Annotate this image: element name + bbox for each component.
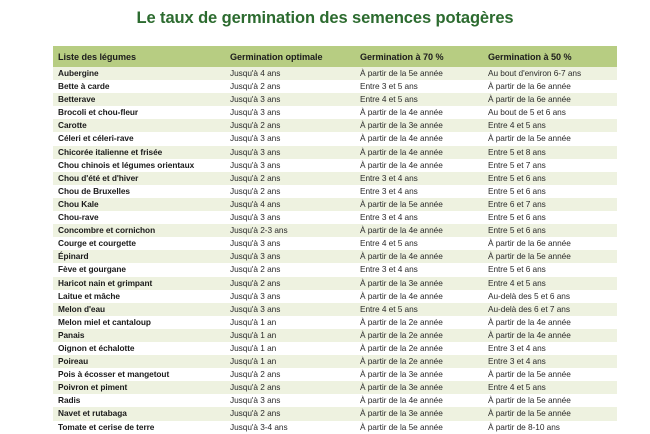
table-row (53, 93, 617, 106)
cell-germination-70: Entre 4 et 5 ans (355, 93, 483, 106)
cell-optimal-germination: Jusqu'à 1 an (225, 329, 355, 342)
cell-germination-50: À partir de la 4e année (483, 329, 617, 342)
cell-optimal-germination: Jusqu'à 1 an (225, 342, 355, 355)
cell-optimal-germination: Jusqu'à 3 ans (225, 106, 355, 119)
cell-germination-70: À partir de la 4e année (355, 224, 483, 237)
cell-vegetable-name: Radis (53, 394, 225, 407)
cell-germination-70: À partir de la 4e année (355, 132, 483, 145)
table-row (53, 80, 617, 93)
cell-optimal-germination: Jusqu'à 3 ans (225, 146, 355, 159)
cell-germination-70: Entre 3 et 4 ans (355, 172, 483, 185)
cell-vegetable-name: Poivron et piment (53, 381, 225, 394)
cell-vegetable-name: Chicorée italienne et frisée (53, 146, 225, 159)
cell-vegetable-name: Melon d'eau (53, 303, 225, 316)
table-row (53, 132, 617, 145)
cell-germination-70: À partir de la 5e année (355, 67, 483, 80)
table-row (53, 106, 617, 119)
table-row (53, 250, 617, 263)
cell-vegetable-name: Courge et courgette (53, 237, 225, 250)
table-row (53, 185, 617, 198)
cell-optimal-germination: Jusqu'à 2 ans (225, 368, 355, 381)
cell-germination-70: Entre 4 et 5 ans (355, 303, 483, 316)
cell-vegetable-name: Oignon et échalotte (53, 342, 225, 355)
cell-germination-70: À partir de la 3e année (355, 407, 483, 420)
cell-germination-50: Entre 4 et 5 ans (483, 277, 617, 290)
column-header-germination-50: Germination à 50 % (483, 46, 617, 67)
cell-germination-50: À partir de la 4e année (483, 316, 617, 329)
cell-optimal-germination: Jusqu'à 2 ans (225, 407, 355, 420)
cell-vegetable-name: Céleri et céleri-rave (53, 132, 225, 145)
cell-germination-50: À partir de la 6e année (483, 93, 617, 106)
cell-germination-70: À partir de la 5e année (355, 198, 483, 211)
table-row (53, 421, 617, 434)
cell-germination-50: Entre 3 et 4 ans (483, 342, 617, 355)
table-row (53, 159, 617, 172)
cell-germination-70: À partir de la 2e année (355, 355, 483, 368)
table-row (53, 211, 617, 224)
cell-vegetable-name: Chou de Bruxelles (53, 185, 225, 198)
cell-germination-50: Entre 5 et 7 ans (483, 159, 617, 172)
cell-germination-70: Entre 3 et 5 ans (355, 80, 483, 93)
cell-germination-50: À partir de la 5e année (483, 407, 617, 420)
cell-vegetable-name: Carotte (53, 119, 225, 132)
cell-optimal-germination: Jusqu'à 4 ans (225, 198, 355, 211)
cell-optimal-germination: Jusqu'à 2 ans (225, 119, 355, 132)
page-title: Le taux de germination des semences potagères (136, 9, 514, 27)
cell-germination-50: À partir de 8-10 ans (483, 421, 617, 434)
cell-germination-70: À partir de la 4e année (355, 250, 483, 263)
cell-germination-50: À partir de la 5e année (483, 394, 617, 407)
cell-germination-70: À partir de la 4e année (355, 290, 483, 303)
cell-germination-70: Entre 3 et 4 ans (355, 263, 483, 276)
cell-optimal-germination: Jusqu'à 4 ans (225, 67, 355, 80)
cell-vegetable-name: Haricot nain et grimpant (53, 277, 225, 290)
table-row (53, 237, 617, 250)
cell-germination-70: Entre 3 et 4 ans (355, 211, 483, 224)
table-row (53, 277, 617, 290)
cell-optimal-germination: Jusqu'à 1 an (225, 355, 355, 368)
table-row (53, 119, 617, 132)
column-header-optimal-germination: Germination optimale (225, 46, 355, 67)
cell-germination-50: À partir de la 6e année (483, 237, 617, 250)
cell-optimal-germination: Jusqu'à 3 ans (225, 159, 355, 172)
cell-optimal-germination: Jusqu'à 2 ans (225, 381, 355, 394)
cell-germination-70: À partir de la 4e année (355, 159, 483, 172)
cell-vegetable-name: Melon miel et cantaloup (53, 316, 225, 329)
cell-germination-70: À partir de la 4e année (355, 394, 483, 407)
cell-germination-70: À partir de la 2e année (355, 342, 483, 355)
table-row (53, 172, 617, 185)
cell-optimal-germination: Jusqu'à 2 ans (225, 185, 355, 198)
cell-germination-50: Entre 5 et 8 ans (483, 146, 617, 159)
cell-optimal-germination: Jusqu'à 3 ans (225, 132, 355, 145)
cell-vegetable-name: Panais (53, 329, 225, 342)
cell-optimal-germination: Jusqu'à 3 ans (225, 394, 355, 407)
table-row (53, 316, 617, 329)
cell-germination-50: Au bout de 5 et 6 ans (483, 106, 617, 119)
cell-germination-50: Entre 3 et 4 ans (483, 355, 617, 368)
cell-germination-70: À partir de la 3e année (355, 119, 483, 132)
cell-germination-70: À partir de la 2e année (355, 316, 483, 329)
cell-germination-70: Entre 3 et 4 ans (355, 185, 483, 198)
cell-germination-70: Entre 4 et 5 ans (355, 237, 483, 250)
table-row (53, 381, 617, 394)
cell-vegetable-name: Laitue et mâche (53, 290, 225, 303)
cell-germination-50: Au bout d'environ 6-7 ans (483, 67, 617, 80)
cell-optimal-germination: Jusqu'à 3 ans (225, 237, 355, 250)
table-row (53, 303, 617, 316)
cell-germination-70: À partir de la 3e année (355, 368, 483, 381)
table-row (53, 224, 617, 237)
cell-optimal-germination: Jusqu'à 2 ans (225, 172, 355, 185)
table-row (53, 329, 617, 342)
column-header-vegetable-list: Liste des légumes (53, 46, 225, 67)
cell-optimal-germination: Jusqu'à 3 ans (225, 211, 355, 224)
germination-table (53, 46, 617, 434)
cell-germination-50: Entre 5 et 6 ans (483, 172, 617, 185)
cell-optimal-germination: Jusqu'à 3 ans (225, 290, 355, 303)
table-header-row (53, 46, 617, 67)
column-header-germination-70: Germination à 70 % (355, 46, 483, 67)
cell-germination-50: Au-delà des 6 et 7 ans (483, 303, 617, 316)
cell-germination-50: Entre 5 et 6 ans (483, 185, 617, 198)
cell-vegetable-name: Chou chinois et légumes orientaux (53, 159, 225, 172)
cell-vegetable-name: Concombre et cornichon (53, 224, 225, 237)
cell-vegetable-name: Bette à carde (53, 80, 225, 93)
cell-germination-70: À partir de la 5e année (355, 421, 483, 434)
cell-optimal-germination: Jusqu'à 3 ans (225, 303, 355, 316)
cell-vegetable-name: Tomate et cerise de terre (53, 421, 225, 434)
cell-optimal-germination: Jusqu'à 2 ans (225, 80, 355, 93)
cell-optimal-germination: Jusqu'à 2 ans (225, 277, 355, 290)
cell-optimal-germination: Jusqu'à 2 ans (225, 263, 355, 276)
cell-germination-50: Entre 5 et 6 ans (483, 263, 617, 276)
germination-table-container (53, 46, 617, 434)
table-body (53, 67, 617, 434)
table-row (53, 368, 617, 381)
cell-germination-50: À partir de la 5e année (483, 250, 617, 263)
cell-vegetable-name: Chou-rave (53, 211, 225, 224)
cell-vegetable-name: Brocoli et chou-fleur (53, 106, 225, 119)
cell-germination-70: À partir de la 4e année (355, 106, 483, 119)
cell-germination-50: À partir de la 6e année (483, 80, 617, 93)
cell-vegetable-name: Navet et rutabaga (53, 407, 225, 420)
table-row (53, 146, 617, 159)
cell-germination-50: Entre 5 et 6 ans (483, 211, 617, 224)
cell-vegetable-name: Chou Kale (53, 198, 225, 211)
cell-germination-70: À partir de la 2e année (355, 329, 483, 342)
table-header (53, 46, 617, 67)
cell-vegetable-name: Chou d'été et d'hiver (53, 172, 225, 185)
cell-optimal-germination: Jusqu'à 3 ans (225, 93, 355, 106)
cell-germination-50: À partir de la 5e année (483, 132, 617, 145)
table-row (53, 355, 617, 368)
cell-optimal-germination: Jusqu'à 2-3 ans (225, 224, 355, 237)
cell-germination-70: À partir de la 3e année (355, 277, 483, 290)
cell-germination-50: Au-delà des 5 et 6 ans (483, 290, 617, 303)
cell-optimal-germination: Jusqu'à 1 an (225, 316, 355, 329)
cell-germination-50: À partir de la 5e année (483, 368, 617, 381)
cell-vegetable-name: Aubergine (53, 67, 225, 80)
cell-germination-50: Entre 4 et 5 ans (483, 381, 617, 394)
cell-optimal-germination: Jusqu'à 3-4 ans (225, 421, 355, 434)
cell-vegetable-name: Pois à écosser et mangetout (53, 368, 225, 381)
cell-vegetable-name: Fève et gourgane (53, 263, 225, 276)
cell-germination-50: Entre 4 et 5 ans (483, 119, 617, 132)
cell-germination-70: À partir de la 3e année (355, 381, 483, 394)
cell-vegetable-name: Épinard (53, 250, 225, 263)
cell-germination-70: À partir de la 4e année (355, 146, 483, 159)
cell-germination-50: Entre 5 et 6 ans (483, 224, 617, 237)
table-row (53, 290, 617, 303)
table-row (53, 342, 617, 355)
cell-optimal-germination: Jusqu'à 3 ans (225, 250, 355, 263)
table-row (53, 263, 617, 276)
cell-vegetable-name: Poireau (53, 355, 225, 368)
table-row (53, 198, 617, 211)
table-row (53, 407, 617, 420)
cell-germination-50: Entre 6 et 7 ans (483, 198, 617, 211)
table-row (53, 394, 617, 407)
cell-vegetable-name: Betterave (53, 93, 225, 106)
table-row (53, 67, 617, 80)
